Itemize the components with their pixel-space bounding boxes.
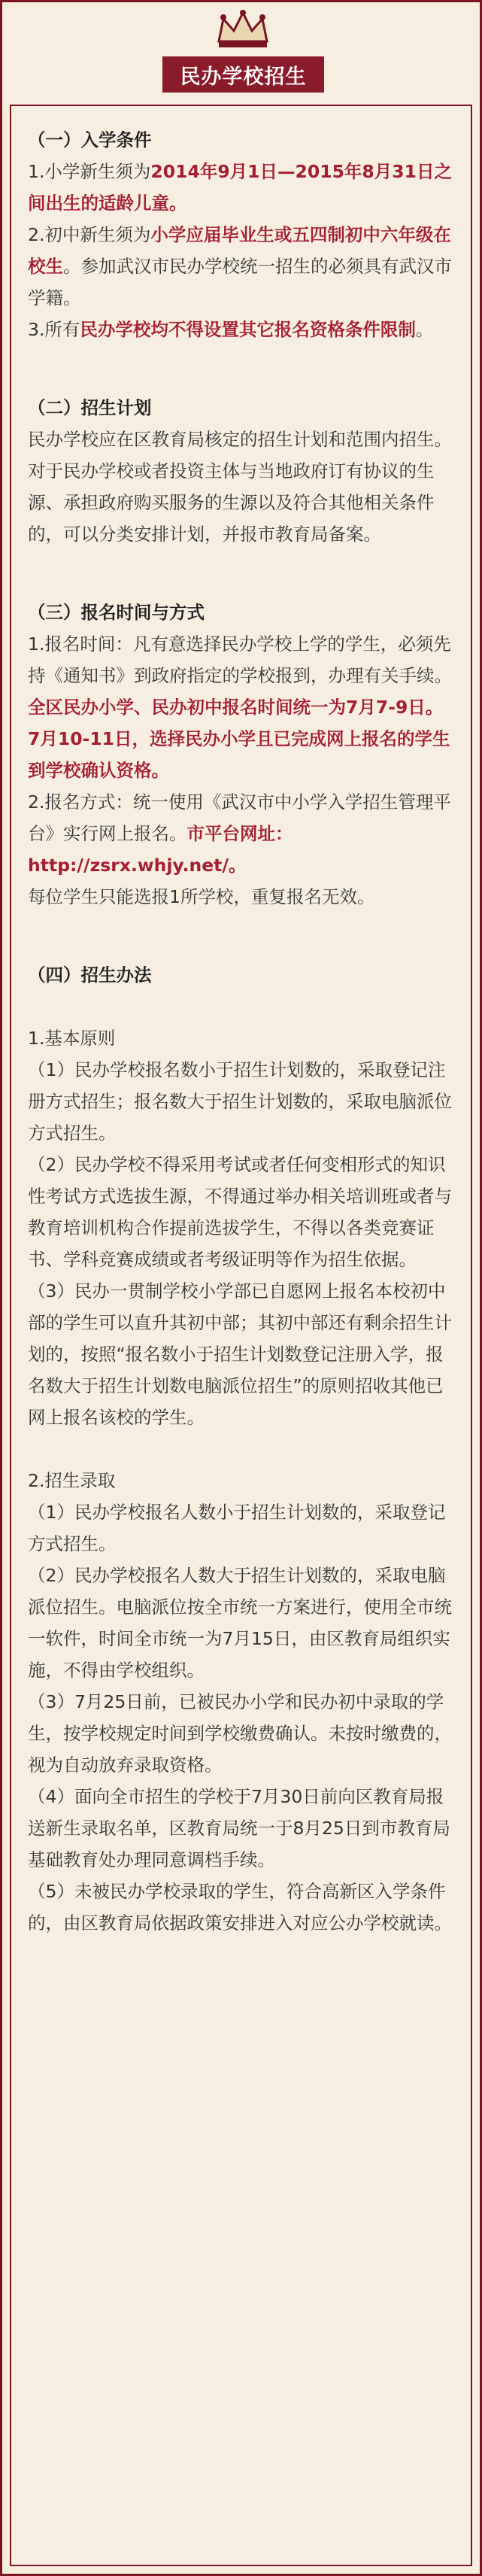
highlight-text: 2014年9月1日—2015年8月31日之间出生的适龄儿童。	[28, 161, 452, 214]
platform-url-text: 市平台网址：http://zsrx.whjy.net/。	[28, 823, 293, 876]
highlight-text: 全区民办小学、民办初中报名时间统一为7月7-9日。7月10-11日，选择民办小学且已完成网上报名的学生到学校确认资格。	[28, 697, 450, 781]
text: 2.报名方式：统一使用《武汉市中小学入学招生管理平台》实行网上报名。	[28, 791, 451, 844]
section-heading-registration: （三）报名时间与方式	[28, 602, 205, 623]
paragraph: 每位学生只能选报1所学校，重复报名无效。	[28, 886, 375, 907]
text: 1.报名时间：凡有意选择民办学校上学的学生，必须先持《通知书》到政府指定的学校报到，办理有关手续。	[28, 633, 452, 686]
paragraph: （3）民办一贯制学校小学部已自愿网上报名本校初中部的学生可以直升其初中部；其初中部还有剩余招生计划的，按照“报名数小于招生计划数登记注册入学，报名数大于招生计划数电脑派位招生”的原则招收其他已网上报名该校的学生。	[28, 1280, 452, 1428]
highlight-text: 小学应届毕业生或五四制初中六年级在校生	[28, 224, 451, 277]
paragraph: 民办学校应在区教育局核定的招生计划和范围内招生。对于民办学校或者投资主体与当地政府订有协议的生源、承担政府购买服务的生源以及符合其他相关条件的，可以分类安排计划，并报市教育局备案。	[28, 429, 452, 545]
highlight-text: 民办学校均不得设置其它报名资格条件限制	[80, 319, 416, 340]
paragraph: （1）民办学校报名数小于招生计划数的，采取登记注册方式招生；报名数大于招生计划数的，采取电脑派位方式招生。	[28, 1059, 452, 1144]
section-banner: 民办学校招生	[162, 56, 324, 93]
text: 3.所有	[28, 319, 80, 340]
paragraph	[28, 219, 454, 314]
crown-ornament-icon	[213, 8, 273, 50]
subheading: 2.招生录取	[28, 1470, 116, 1491]
section-heading-plan: （二）招生计划	[28, 397, 152, 418]
section-heading-methods: （四）招生办法	[28, 964, 152, 986]
text: 2.初中新生须为	[28, 224, 151, 245]
paragraph	[28, 786, 454, 881]
text: 。参加武汉市民办学校统一招生的必须具有武汉市学籍。	[28, 256, 452, 308]
paragraph: （5）未被民办学校录取的学生，符合高新区入学条件的，由区教育局依据政策安排进入对应公办学校就读。	[28, 1881, 452, 1934]
paragraph: （2）民办学校报名人数大于招生计划数的，采取电脑派位招生。电脑派位按全市统一方案进行，使用全市统一软件，时间全市统一为7月15日，由区教育局组织实施，不得由学校组织。	[28, 1565, 452, 1681]
paragraph: （2）民办学校不得采用考试或者任何变相形式的知识性考试方式选拔生源，不得通过举办相关培训班或者与教育培训机构合作提前选拔学生，不得以各类竞赛证书、学科竞赛成绩或者考级证明等作为招生依据。	[28, 1154, 452, 1270]
paragraph: （4）面向全市招生的学校于7月30日前向区教育局报送新生录取名单，区教育局统一于8月25日到市教育局基础教育处办理同意调档手续。	[28, 1786, 450, 1870]
text: 1.小学新生须为	[28, 161, 151, 182]
article-body	[28, 115, 454, 1939]
paragraph	[28, 314, 454, 345]
text: 。	[415, 319, 434, 340]
subheading: 1.基本原则	[28, 1028, 116, 1049]
section-heading-admission: （一）入学条件	[28, 129, 152, 150]
paragraph	[28, 628, 454, 786]
paragraph: （3）7月25日前，已被民办小学和民办初中录取的学生，按学校规定时间到学校缴费确认。未按时缴费的，视为自动放弃录取资格。	[28, 1691, 452, 1776]
paragraph	[28, 156, 454, 219]
paragraph: （1）民办学校报名人数小于招生计划数的，采取登记方式招生。	[28, 1502, 446, 1554]
